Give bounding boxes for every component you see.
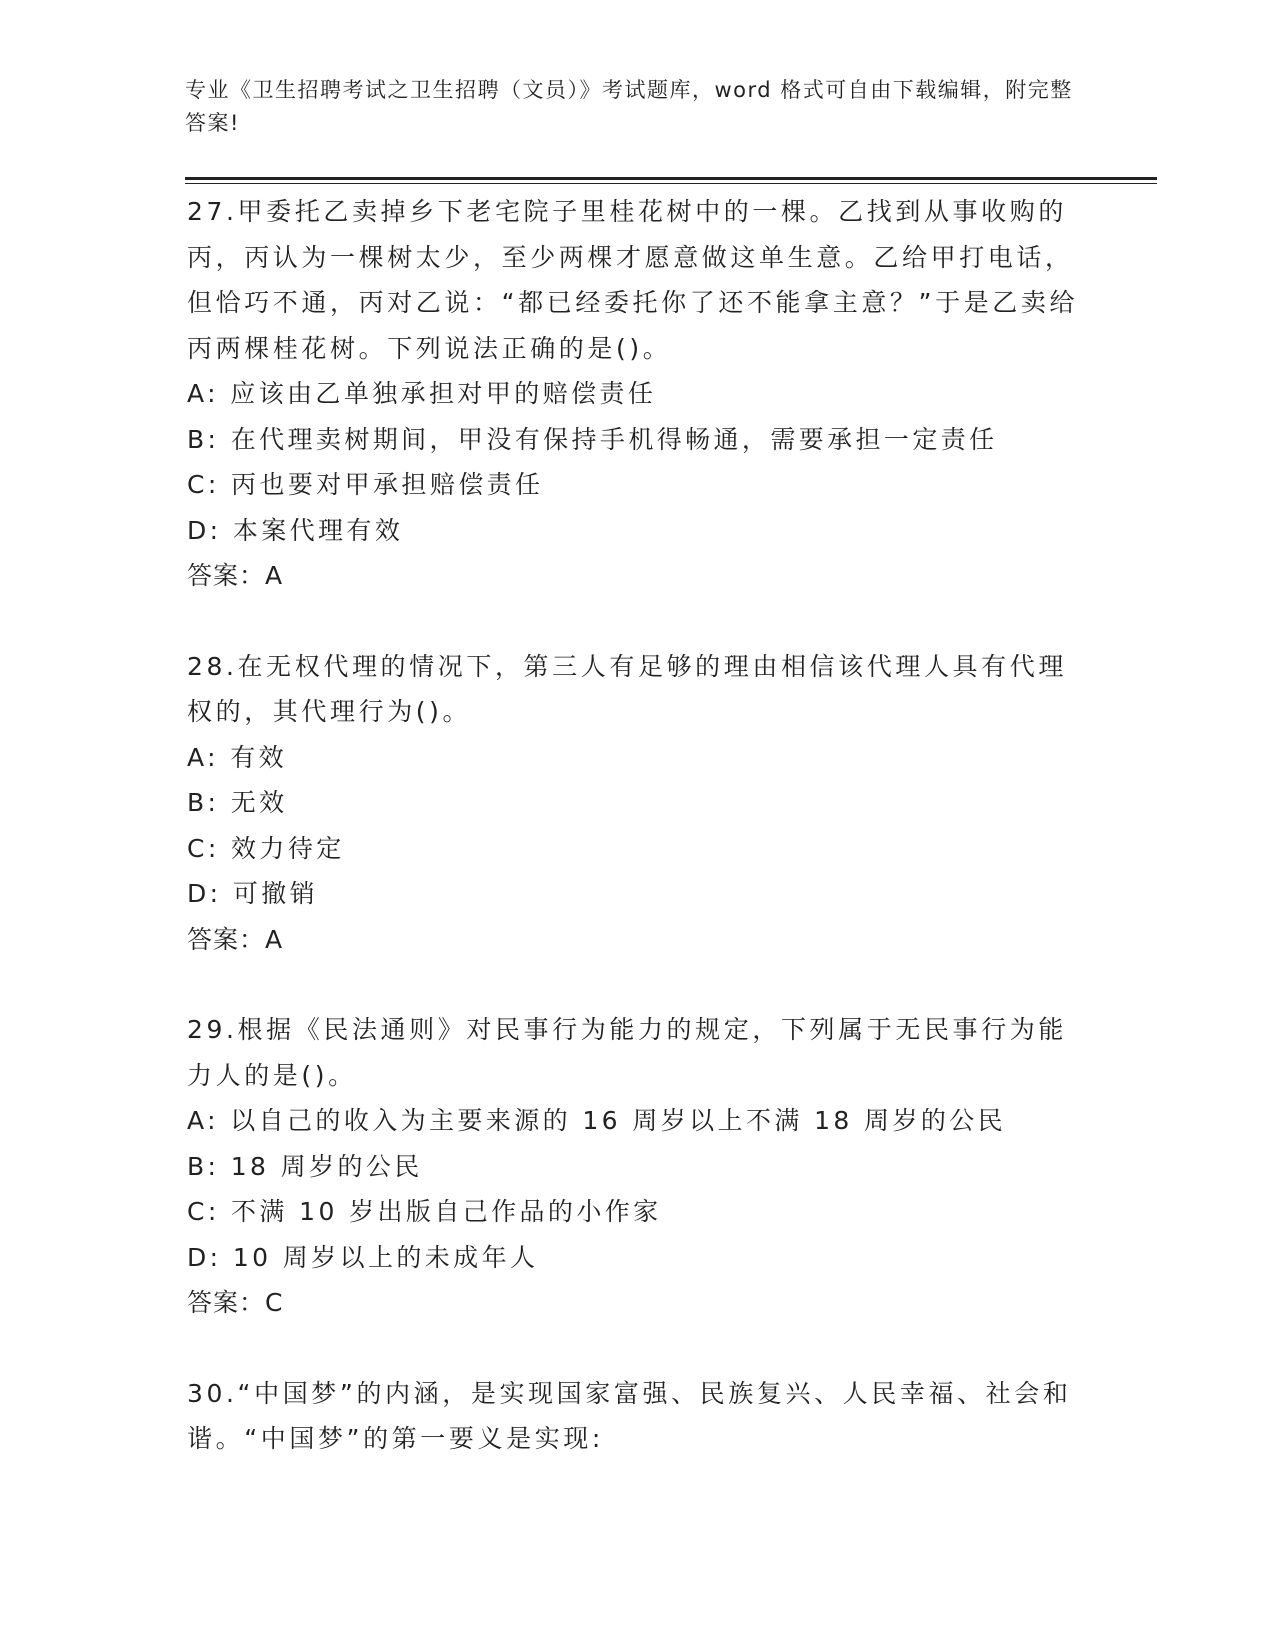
option-a: A: 应该由乙单独承担对甲的赔偿责任 (187, 379, 657, 408)
question-stem: 28.在无权代理的情况下，第三人有足够的理由相信该代理人具有代理权的，其代理行为()。 (187, 651, 1067, 726)
question-spacer (187, 962, 1087, 1007)
question-27 (187, 189, 1087, 599)
option-d: D: 可撤销 (187, 879, 319, 908)
answer-line: 答案：A (187, 924, 284, 954)
answer-line: 答案：C (187, 1288, 284, 1317)
question-stem: 30.“中国梦”的内涵，是实现国家富强、民族复兴、人民幸福、社会和谐。“中国梦”的第一要义是实现: (187, 1378, 1072, 1453)
option-b: B: 无效 (187, 788, 288, 817)
question-stem: 27.甲委托乙卖掉乡下老宅院子里桂花树中的一棵。乙找到从事收购的丙，丙认为一棵树太少，至少两棵才愿意做这单生意。乙给甲打电话，但恰巧不通，丙对乙说：“都已经委托你了还不能拿主意？”于是乙卖给丙两棵桂花树。下列说法正确的是()。 (187, 197, 1079, 363)
option-b: B: 18 周岁的公民 (187, 1151, 423, 1181)
option-d: D: 本案代理有效 (187, 515, 404, 545)
header-divider-thin (185, 183, 1157, 184)
option-c: C: 丙也要对甲承担赔偿责任 (187, 470, 544, 499)
question-list (187, 189, 1087, 1462)
question-spacer (187, 599, 1087, 644)
question-spacer (187, 1326, 1087, 1371)
option-c: C: 不满 10 岁出版自己作品的小作家 (187, 1197, 662, 1226)
option-a: A: 以自己的收入为主要来源的 16 周岁以上不满 18 周岁的公民 (187, 1106, 1007, 1135)
option-c: C: 效力待定 (187, 833, 345, 863)
header-divider-thick (185, 177, 1157, 180)
option-d: D: 10 周岁以上的未成年人 (187, 1242, 539, 1272)
question-30 (187, 1371, 1087, 1462)
answer-line: 答案：A (187, 561, 284, 590)
question-28 (187, 644, 1087, 963)
question-29 (187, 1007, 1087, 1326)
option-a: A: 有效 (187, 742, 288, 772)
option-b: B: 在代理卖树期间，甲没有保持手机得畅通，需要承担一定责任 (187, 424, 998, 454)
document-header: 专业《卫生招聘考试之卫生招聘（文员）》考试题库，word 格式可自由下载编辑，附完整答案! (185, 78, 1073, 135)
question-stem: 29.根据《民法通则》对民事行为能力的规定，下列属于无民事行为能力人的是()。 (187, 1015, 1067, 1090)
